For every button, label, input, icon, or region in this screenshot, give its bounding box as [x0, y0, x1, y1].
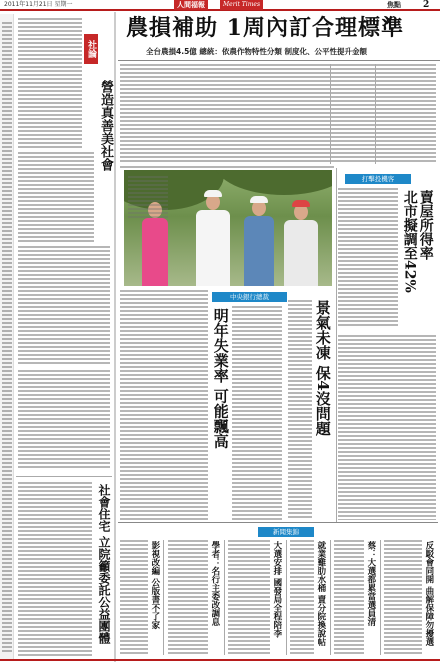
person-figure: [284, 220, 318, 286]
section-name: 焦點: [387, 0, 401, 9]
page-number: 2: [423, 0, 430, 10]
divider: [224, 540, 225, 655]
left-lower-headline: 社會住宅 立院籲委託公益團體: [97, 484, 111, 645]
index-text: [2, 22, 12, 652]
tree-foliage: [214, 170, 332, 195]
editorial-text-block: [18, 246, 110, 366]
divider: [330, 540, 331, 655]
divider: [120, 166, 334, 168]
editorial-text-block: [18, 152, 94, 242]
issue-date: 2011年11月21日 星期一: [4, 1, 73, 8]
divider: [380, 540, 381, 655]
news-item-text: [384, 540, 422, 655]
section-label: 新聞集錦: [258, 527, 314, 537]
divider: [375, 64, 376, 164]
hat-icon: [292, 200, 310, 207]
person-figure: [142, 218, 168, 286]
main-subheadline: 全台農損4.5億 總統：依農作物特性分類 制度化、公平性提升金額: [146, 47, 368, 56]
person-figure: [196, 210, 230, 286]
main-headline: 農損補助 1周內訂合理標準: [126, 15, 404, 41]
news-item-text: [334, 540, 364, 655]
main-article-text: [120, 64, 436, 164]
divider: [330, 64, 331, 164]
sidebar-headline: 賣屋所得率: [417, 190, 434, 260]
divider: [336, 168, 337, 523]
article-text: [120, 290, 208, 520]
divider: [286, 540, 287, 655]
hat-icon: [204, 190, 222, 197]
newspaper-logo-en: Merit Times: [220, 0, 263, 10]
editorial-text-block: [18, 370, 110, 470]
news-item-title: 大選安排 國發局全程陪李: [271, 541, 282, 638]
article-text: [232, 306, 282, 520]
sidebar-headline-2: 北市擬調至42%: [401, 190, 418, 293]
newspaper-logo: 人間福報: [174, 0, 208, 10]
person-figure: [244, 216, 274, 286]
news-item-title: 反駁會同開 曲解保障勿擾選: [423, 541, 434, 646]
editorial-title: 營造真善美社會: [98, 80, 113, 171]
economy-headline-a: 明年失業率 可能飄高: [211, 308, 230, 449]
editorial-text-block: [18, 18, 82, 148]
photo-caption: [128, 176, 168, 218]
divider: [16, 476, 112, 477]
news-item-text: [168, 540, 208, 655]
section-label: 打擊投機客: [345, 174, 411, 184]
editorial-badge: 社論: [84, 34, 98, 64]
footer-rule: [0, 659, 440, 661]
news-item-title: 學者：名行主委改調息: [209, 541, 220, 626]
article-text: [288, 300, 312, 520]
news-item-title: 蔡：大選都累當選員清: [365, 541, 376, 626]
hat-icon: [250, 196, 268, 203]
news-item-title: 影視改編 公版書不了家: [149, 541, 160, 629]
news-item-title: 就業雞肋水桶 賣分院換說帖: [315, 541, 326, 646]
sidebar-text: [338, 188, 398, 328]
masthead: [0, 0, 440, 11]
headline-rule: [118, 60, 440, 61]
sidebar-text: [338, 335, 436, 520]
divider: [118, 522, 438, 523]
article-text-block: [18, 482, 92, 657]
section-label: 中央銀行總裁: [212, 292, 287, 302]
economy-headline-b: 景氣未凍 保4沒問題: [313, 300, 332, 436]
divider: [163, 540, 164, 655]
news-item-text: [228, 540, 270, 655]
news-item-text: [290, 540, 314, 655]
news-item-text: [120, 540, 148, 655]
